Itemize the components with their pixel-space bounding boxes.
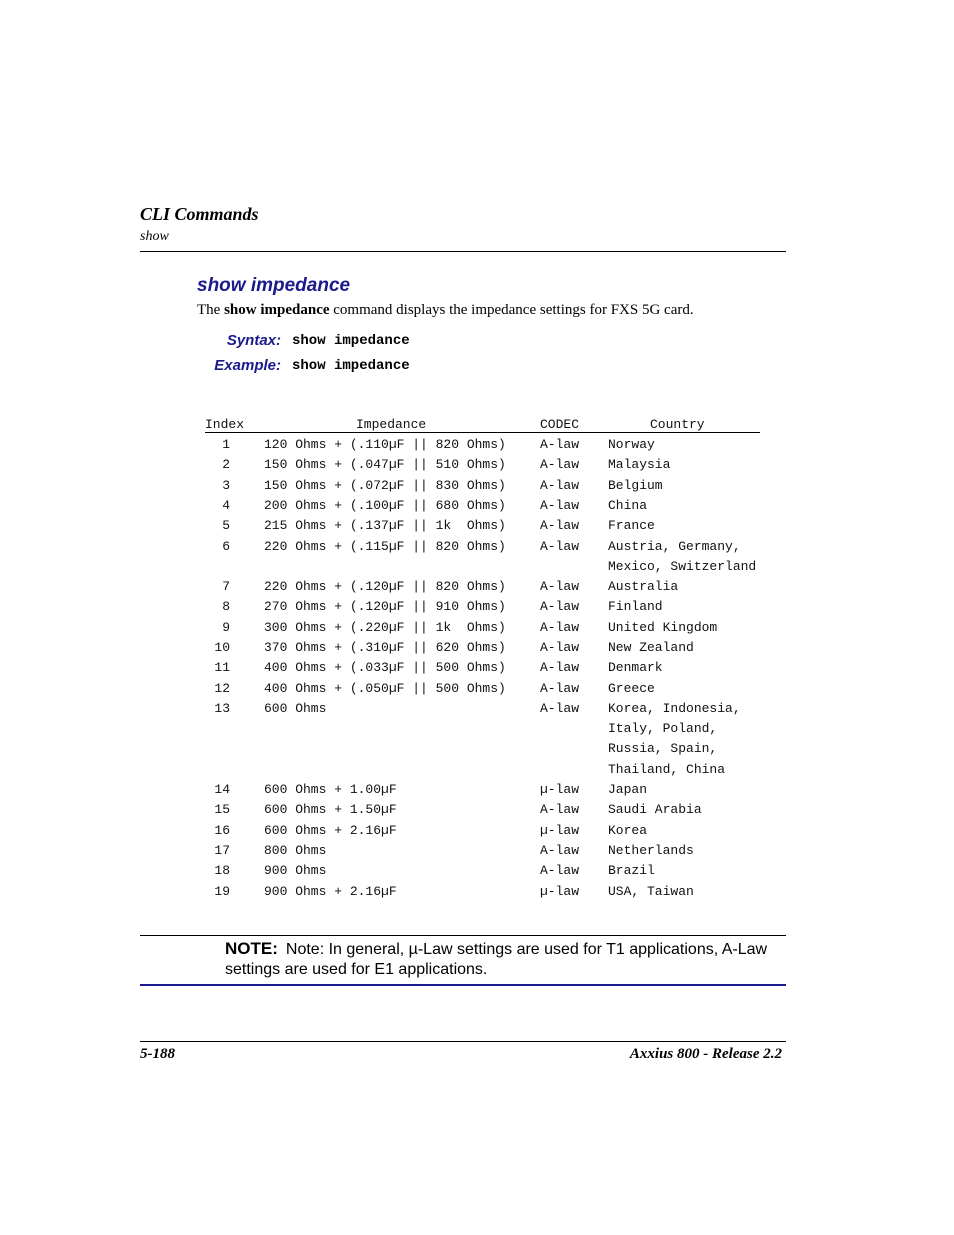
table-row: [0, 620, 954, 640]
cell-country: Norway: [608, 437, 655, 452]
command-heading: show impedance: [197, 275, 351, 296]
cell-impedance: 370 Ohms + (.310µF || 620 Ohms): [264, 640, 506, 655]
cell-index: 4: [222, 497, 230, 513]
cell-country: Netherlands: [608, 843, 694, 858]
cell-index: 7: [222, 579, 230, 595]
cell-country: China: [608, 497, 648, 513]
cell-codec: A-law: [540, 518, 580, 534]
syntax-label: Syntax:: [226, 332, 281, 349]
table-row: [0, 539, 954, 580]
cell-codec: A-law: [540, 477, 580, 493]
cell-impedance: 600 Ohms + 1.50µF: [264, 802, 397, 818]
header-index: Index: [205, 417, 245, 432]
cell-country: Australia: [608, 579, 679, 595]
cell-country: Japan: [608, 782, 648, 798]
table-row: [0, 498, 954, 518]
table-row: [0, 701, 954, 782]
cell-index: 1: [222, 437, 230, 452]
note-label: NOTE:: [225, 939, 278, 958]
cell-country: Saudi Arabia: [608, 802, 702, 818]
example-label: Example:: [214, 357, 281, 374]
cell-index: 12: [214, 680, 230, 696]
table-row: [0, 823, 954, 843]
cell-country: Korea: [608, 822, 648, 838]
cell-codec: A-law: [540, 640, 580, 655]
table-row: [0, 437, 954, 457]
syntax-value: show impedance: [292, 333, 410, 349]
header-divider: [140, 251, 786, 252]
table-row: [0, 884, 954, 904]
table-header-divider: [205, 432, 760, 433]
cell-codec: A-law: [540, 457, 580, 473]
cell-index: 15: [214, 802, 230, 818]
cell-country: Belgium: [608, 477, 663, 493]
cell-impedance: 600 Ohms + 1.00µF: [264, 782, 397, 798]
cell-index: 13: [214, 700, 230, 716]
cell-codec: A-law: [540, 579, 580, 595]
chapter-title: CLI Commands: [140, 204, 259, 224]
cell-codec: A-law: [540, 497, 580, 513]
cell-codec: A-law: [540, 802, 580, 818]
table-row: [0, 457, 954, 477]
cell-index: 19: [214, 883, 230, 899]
cell-country: Brazil: [608, 863, 655, 879]
cell-impedance: 220 Ohms + (.115µF || 820 Ohms): [264, 538, 506, 554]
cell-impedance: 150 Ohms + (.047µF || 510 Ohms): [264, 457, 506, 473]
cell-country: Thailand, China: [608, 761, 726, 777]
intro-suffix: command displays the impedance settings for FXS 5G card.: [329, 302, 694, 318]
command-description: [197, 302, 694, 319]
cell-country: Mexico, Switzerland: [608, 558, 757, 574]
cell-country: Greece: [608, 680, 655, 696]
cell-codec: A-law: [540, 619, 580, 635]
cell-codec: µ-law: [540, 782, 580, 798]
note-bottom-rule: [140, 984, 786, 986]
cell-impedance: 800 Ohms: [264, 843, 327, 858]
table-row: [0, 681, 954, 701]
cell-impedance: 400 Ohms + (.050µF || 500 Ohms): [264, 680, 506, 696]
cell-codec: A-law: [540, 843, 580, 858]
table-row: [0, 579, 954, 599]
cell-country: France: [608, 518, 655, 534]
cell-impedance: 900 Ohms + 2.16µF: [264, 883, 397, 899]
cell-country: USA, Taiwan: [608, 883, 694, 899]
cell-impedance: 900 Ohms: [264, 863, 327, 879]
cell-codec: A-law: [540, 599, 580, 615]
cell-country: New Zealand: [608, 640, 694, 655]
cell-codec: µ-law: [540, 822, 580, 838]
note-box: [225, 939, 775, 980]
cell-country: Russia, Spain,: [608, 741, 718, 757]
cell-codec: A-law: [540, 680, 580, 696]
cell-codec: A-law: [540, 660, 580, 676]
cell-country: United Kingdom: [608, 619, 718, 635]
table-row: [0, 843, 954, 863]
cell-index: 17: [214, 843, 230, 858]
example-value: show impedance: [292, 358, 410, 374]
header-impedance: Impedance: [356, 417, 427, 432]
cell-index: 5: [222, 518, 230, 534]
cell-index: 2: [222, 457, 230, 473]
cell-codec: A-law: [540, 437, 580, 452]
cell-index: 16: [214, 822, 230, 838]
cell-index: 3: [222, 477, 230, 493]
header-country: Country: [650, 417, 705, 432]
page-number: 5-188: [140, 1046, 175, 1062]
table-row: [0, 802, 954, 822]
cell-impedance: 300 Ohms + (.220µF || 1k Ohms): [264, 619, 506, 635]
footer-divider: [140, 1041, 786, 1042]
section-title: show: [140, 229, 169, 244]
table-row: [0, 640, 954, 660]
table-row: [0, 660, 954, 680]
cell-index: 11: [214, 660, 230, 676]
cell-country: Malaysia: [608, 457, 671, 473]
cell-index: 10: [214, 640, 230, 655]
cell-country: Austria, Germany,: [608, 538, 741, 554]
cell-impedance: 120 Ohms + (.110µF || 820 Ohms): [264, 437, 506, 452]
product-release: Axxius 800 - Release 2.2: [629, 1046, 782, 1062]
cell-impedance: 270 Ohms + (.120µF || 910 Ohms): [264, 599, 506, 615]
cell-impedance: 600 Ohms: [264, 700, 327, 716]
cell-country: Finland: [608, 599, 663, 615]
table-row: [0, 599, 954, 619]
cell-country: Korea, Indonesia,: [608, 700, 741, 716]
cell-country: Denmark: [608, 660, 663, 676]
header-codec: CODEC: [540, 417, 580, 432]
cell-impedance: 220 Ohms + (.120µF || 820 Ohms): [264, 579, 506, 595]
cell-index: 8: [222, 599, 230, 615]
intro-prefix: The: [197, 302, 225, 318]
note-text: Note: In general, µ-Law settings are used for T1 applications, A-Law settings are used for E1 applications.: [225, 941, 768, 978]
cell-codec: A-law: [540, 863, 580, 879]
cell-codec: µ-law: [540, 883, 580, 899]
intro-command: show impedance: [224, 302, 330, 318]
cell-codec: A-law: [540, 538, 580, 554]
cell-codec: A-law: [540, 700, 580, 716]
cell-index: 18: [214, 863, 230, 879]
cell-country: Italy, Poland,: [608, 721, 718, 737]
table-row: [0, 518, 954, 538]
cell-index: 6: [222, 538, 230, 554]
cell-index: 9: [222, 619, 230, 635]
note-top-rule: [140, 935, 786, 936]
cell-impedance: 200 Ohms + (.100µF || 680 Ohms): [264, 497, 506, 513]
table-row: [0, 863, 954, 883]
cell-impedance: 150 Ohms + (.072µF || 830 Ohms): [264, 477, 506, 493]
cell-impedance: 215 Ohms + (.137µF || 1k Ohms): [264, 518, 506, 534]
cell-impedance: 400 Ohms + (.033µF || 500 Ohms): [264, 660, 506, 676]
table-row: [0, 782, 954, 802]
cell-impedance: 600 Ohms + 2.16µF: [264, 822, 397, 838]
cell-index: 14: [214, 782, 230, 798]
table-row: [0, 478, 954, 498]
